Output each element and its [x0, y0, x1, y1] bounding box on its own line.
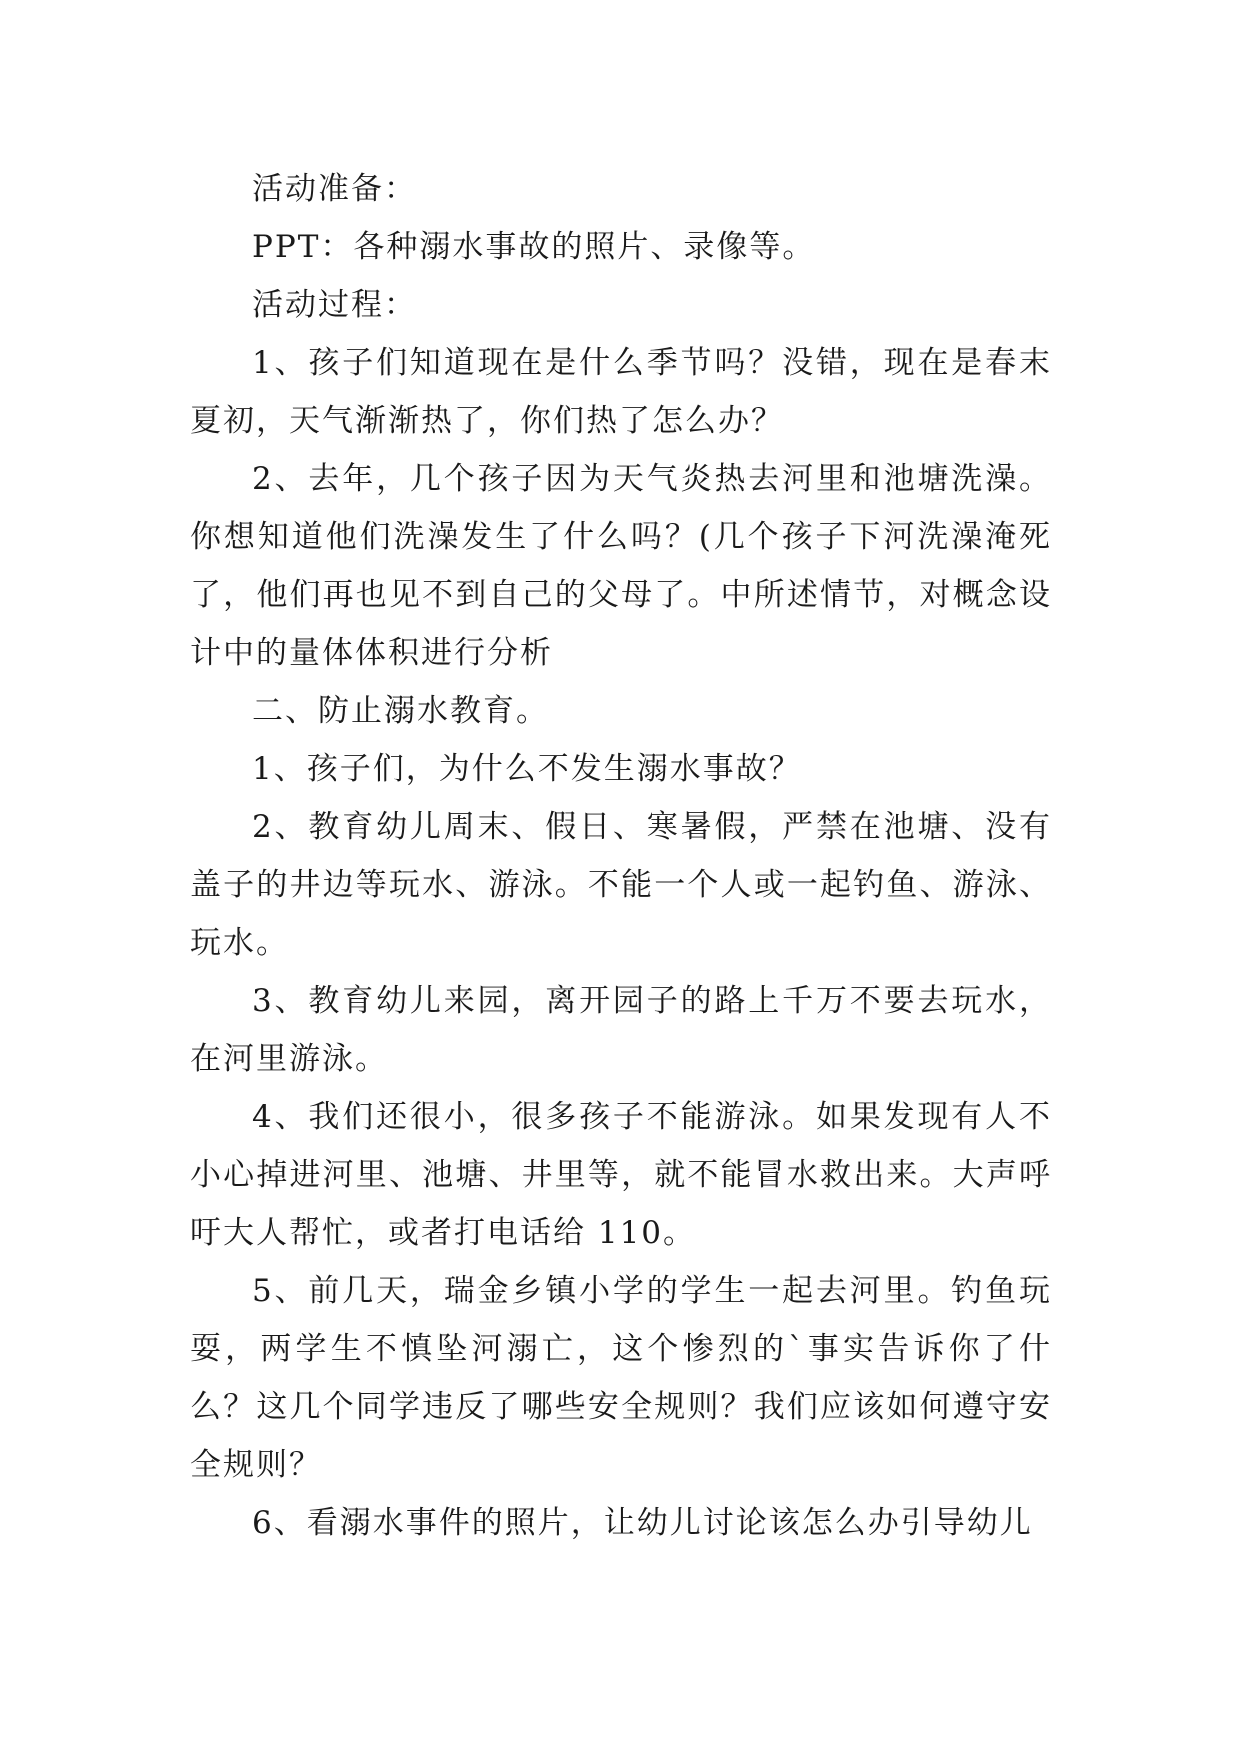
paragraph-prevention-3: 3、教育幼儿来园，离开园子的路上千万不要去玩水，在河里游泳。: [190, 983, 1052, 1077]
section-heading-preparation: 活动准备：: [252, 171, 417, 207]
paragraph-prevention-2: 2、教育幼儿周末、假日、寒暑假，严禁在池塘、没有盖子的井边等玩水、游泳。不能一个人或一起钓鱼、游泳、玩水。: [190, 809, 1052, 961]
paragraph-prevention-4: 4、我们还很小，很多孩子不能游泳。如果发现有人不小心掉进河里、池塘、井里等，就不能冒水救出来。大声呼吁大人帮忙，或者打电话给 110。: [190, 1099, 1052, 1251]
paragraph-step-2: 2、去年，几个孩子因为天气炎热去河里和池塘洗澡。你想知道他们洗澡发生了什么吗？(几个孩子下河洗澡淹死了，他们再也见不到自己的父母了。中所述情节，对概念设计中的量体体积进行分析: [190, 461, 1052, 671]
section-heading-process: 活动过程：: [252, 287, 417, 323]
document-body: [190, 160, 1052, 1552]
paragraph-prevention-6: 6、看溺水事件的照片，让幼儿讨论该怎么办引导幼儿: [252, 1505, 1033, 1541]
paragraph-prevention-1: 1、孩子们，为什么不发生溺水事故？: [252, 751, 802, 787]
paragraph-prevention-5: 5、前几天，瑞金乡镇小学的学生一起去河里。钓鱼玩耍，两学生不慎坠河溺亡，这个惨烈的`事实告诉你了什么？这几个同学违反了哪些安全规则？我们应该如何遵守安全规则？: [190, 1273, 1052, 1483]
paragraph-materials: PPT：各种溺水事故的照片、录像等。: [252, 229, 816, 265]
section-heading-prevention: 二、防止溺水教育。: [252, 693, 549, 729]
paragraph-step-1: 1、孩子们知道现在是什么季节吗？没错，现在是春末夏初，天气渐渐热了，你们热了怎么办？: [190, 345, 1052, 439]
